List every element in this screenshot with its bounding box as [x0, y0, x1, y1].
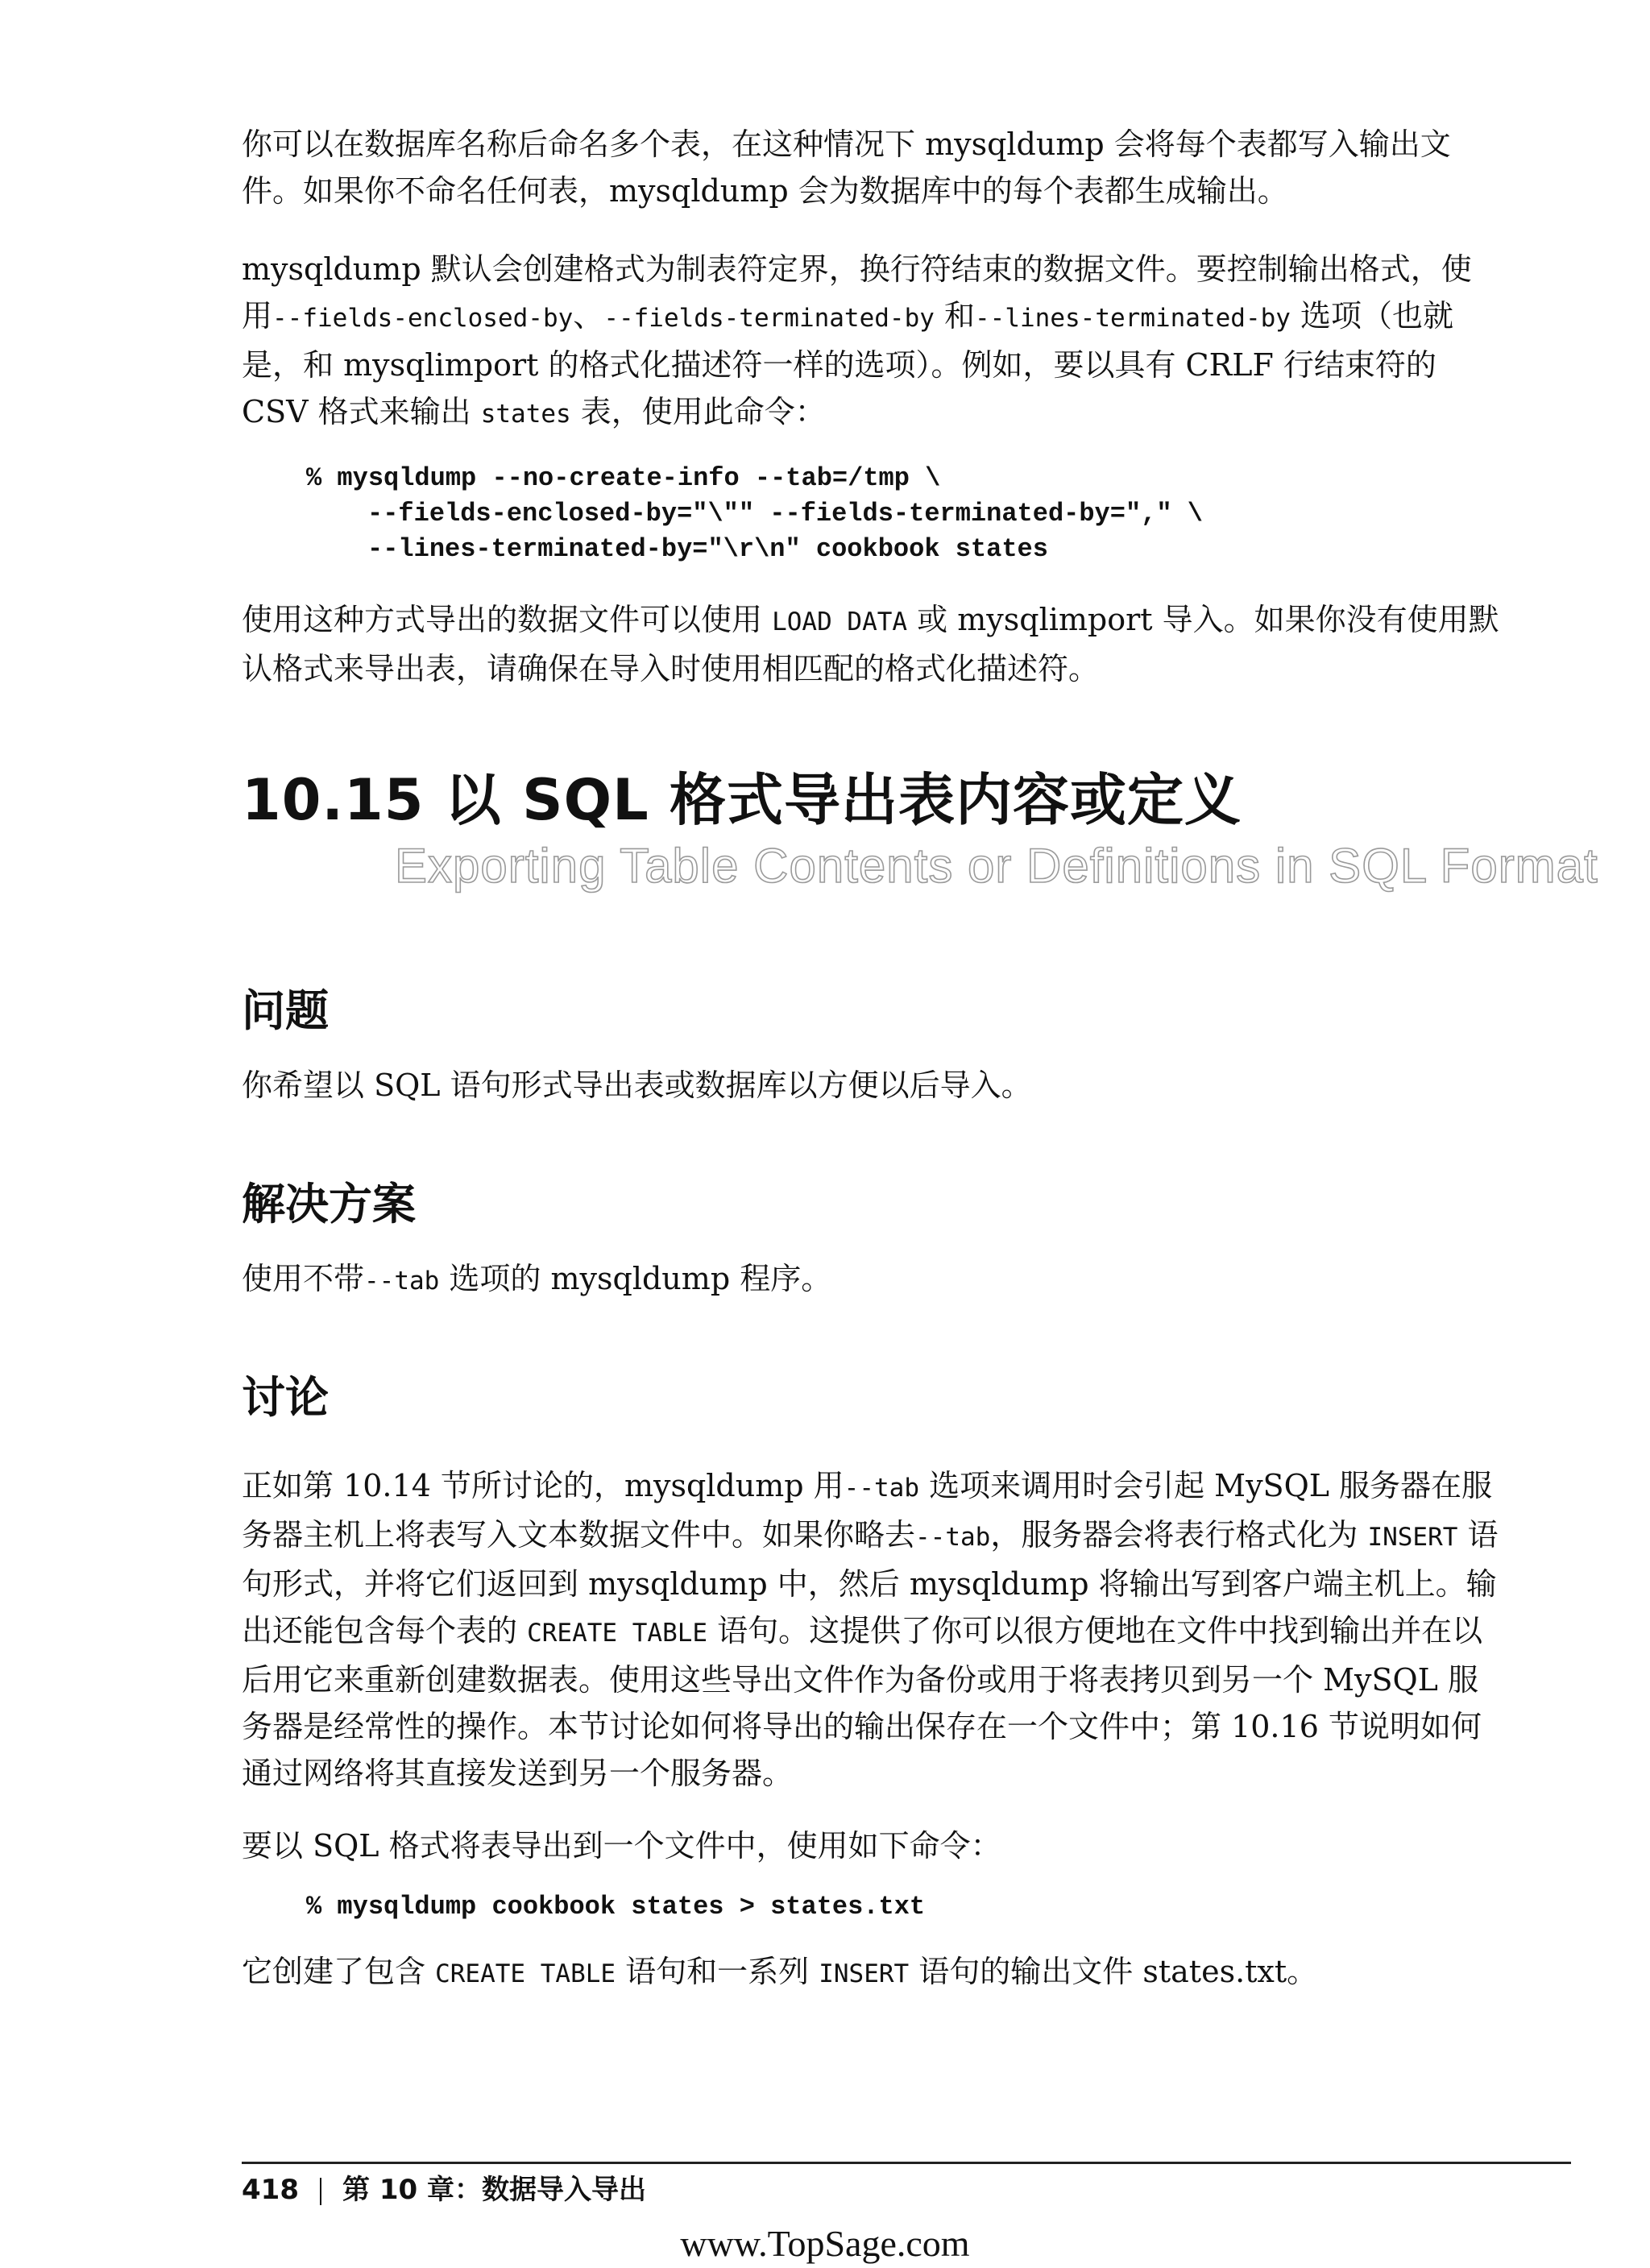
- inline-code: --tab: [364, 1267, 440, 1296]
- inline-code: --fields-enclosed-by: [272, 304, 574, 333]
- inline-code: CREATE TABLE: [527, 1619, 708, 1648]
- code-block-csv-export: [306, 461, 1203, 567]
- inline-code: --lines-terminated-by: [975, 304, 1291, 333]
- heading-problem: 问题: [242, 985, 329, 1036]
- heading-solution: 解决方案: [242, 1179, 416, 1229]
- code-line: --fields-enclosed-by="\"" --fields-terminated-by="," \: [367, 499, 1203, 529]
- heading-discussion: 讨论: [242, 1372, 329, 1423]
- paragraph-solution: 使用不带--tab 选项的 mysqldump 程序。: [242, 1261, 832, 1296]
- inline-code: states: [480, 400, 571, 429]
- inline-code: LOAD DATA: [772, 607, 908, 636]
- paragraph-sql-export: 要以 SQL 格式将表导出到一个文件中，使用如下命令：: [242, 1828, 1001, 1864]
- code-line: % mysqldump cookbook states > states.txt: [306, 1892, 926, 1922]
- code-line: % mysqldump --no-create-info --tab=/tmp \: [306, 463, 941, 493]
- paragraph-problem: 你希望以 SQL 语句形式导出表或数据库以方便以后导入。: [242, 1068, 1032, 1103]
- chapter-title: 第 10 章：数据导入导出: [342, 2174, 646, 2206]
- code-block-sql-export: [306, 1889, 925, 1925]
- paragraph-multiple-tables: 你可以在数据库名称后命名多个表，在这种情况下 mysqldump 会将每个表都写入输出文件。如果你不命名任何表，mysqldump 会为数据库中的每个表都生成输出。: [242, 126, 1451, 209]
- paragraph-output-format: mysqldump 默认会创建格式为制表符定界，换行符结束的数据文件。要控制输出格式，使用--fields-enclosed-by、--fields-terminated-by 和--lines-terminated-by 选项（也就是，和 mysqlimport 的格式化描述符一样的选项）。例如，要以具有 CRLF 行结束符的 CSV 格式来输出 states 表，使用此命令：: [242, 251, 1472, 429]
- website-url: www.TopSage.com: [680, 2223, 970, 2264]
- inline-code: CREATE TABLE: [435, 1959, 616, 1988]
- section-subtitle: Exporting Table Contents or Definitions in SQL Format: [395, 839, 1598, 893]
- footer-separator: [320, 2178, 321, 2205]
- inline-code: --fields-terminated-by: [603, 304, 935, 333]
- inline-code: INSERT: [1367, 1523, 1458, 1552]
- section-title: 10.15 以 SQL 格式导出表内容或定义: [242, 767, 1242, 833]
- paragraph-import-note: 使用这种方式导出的数据文件可以使用 LOAD DATA 或 mysqlimport 导入。如果你没有使用默认格式来导出表，请确保在导入时使用相匹配的格式化描述符。: [242, 602, 1499, 686]
- inline-code: --tab: [844, 1474, 919, 1503]
- page-footer: [242, 2167, 646, 2212]
- paragraph-output-file: 它创建了包含 CREATE TABLE 语句和一系列 INSERT 语句的输出文件 states.txt。: [242, 1954, 1318, 1989]
- code-line: --lines-terminated-by="\r\n" cookbook states: [367, 534, 1048, 564]
- page-number: 418: [242, 2174, 299, 2206]
- footer-divider: [242, 2162, 1571, 2164]
- inline-code: --tab: [915, 1523, 991, 1552]
- inline-code: INSERT: [819, 1959, 910, 1988]
- paragraph-discussion: 正如第 10.14 节所讨论的，mysqldump 用--tab 选项来调用时会引起 MySQL 服务器在服务器主机上将表写入文本数据文件中。如果你略去--tab，服务器会将表行格式化为 INSERT 语句形式，并将它们返回到 mysqldump 中，然后 mysqldump 将输出写到客户端主机上。输出还能包含每个表的 CREATE TABLE 语句。这提供了你可以很方便地在文件中找到输出并在以后用它来重新创建数据表。使用这些导出文件作为备份或用于将表拷贝到另一个 MySQL 服务器是经常性的操作。本节讨论如何将导出的输出保存在一个文件中；第 10.16 节说明如何通过网络将其直接发送到另一个服务器。: [242, 1468, 1499, 1791]
